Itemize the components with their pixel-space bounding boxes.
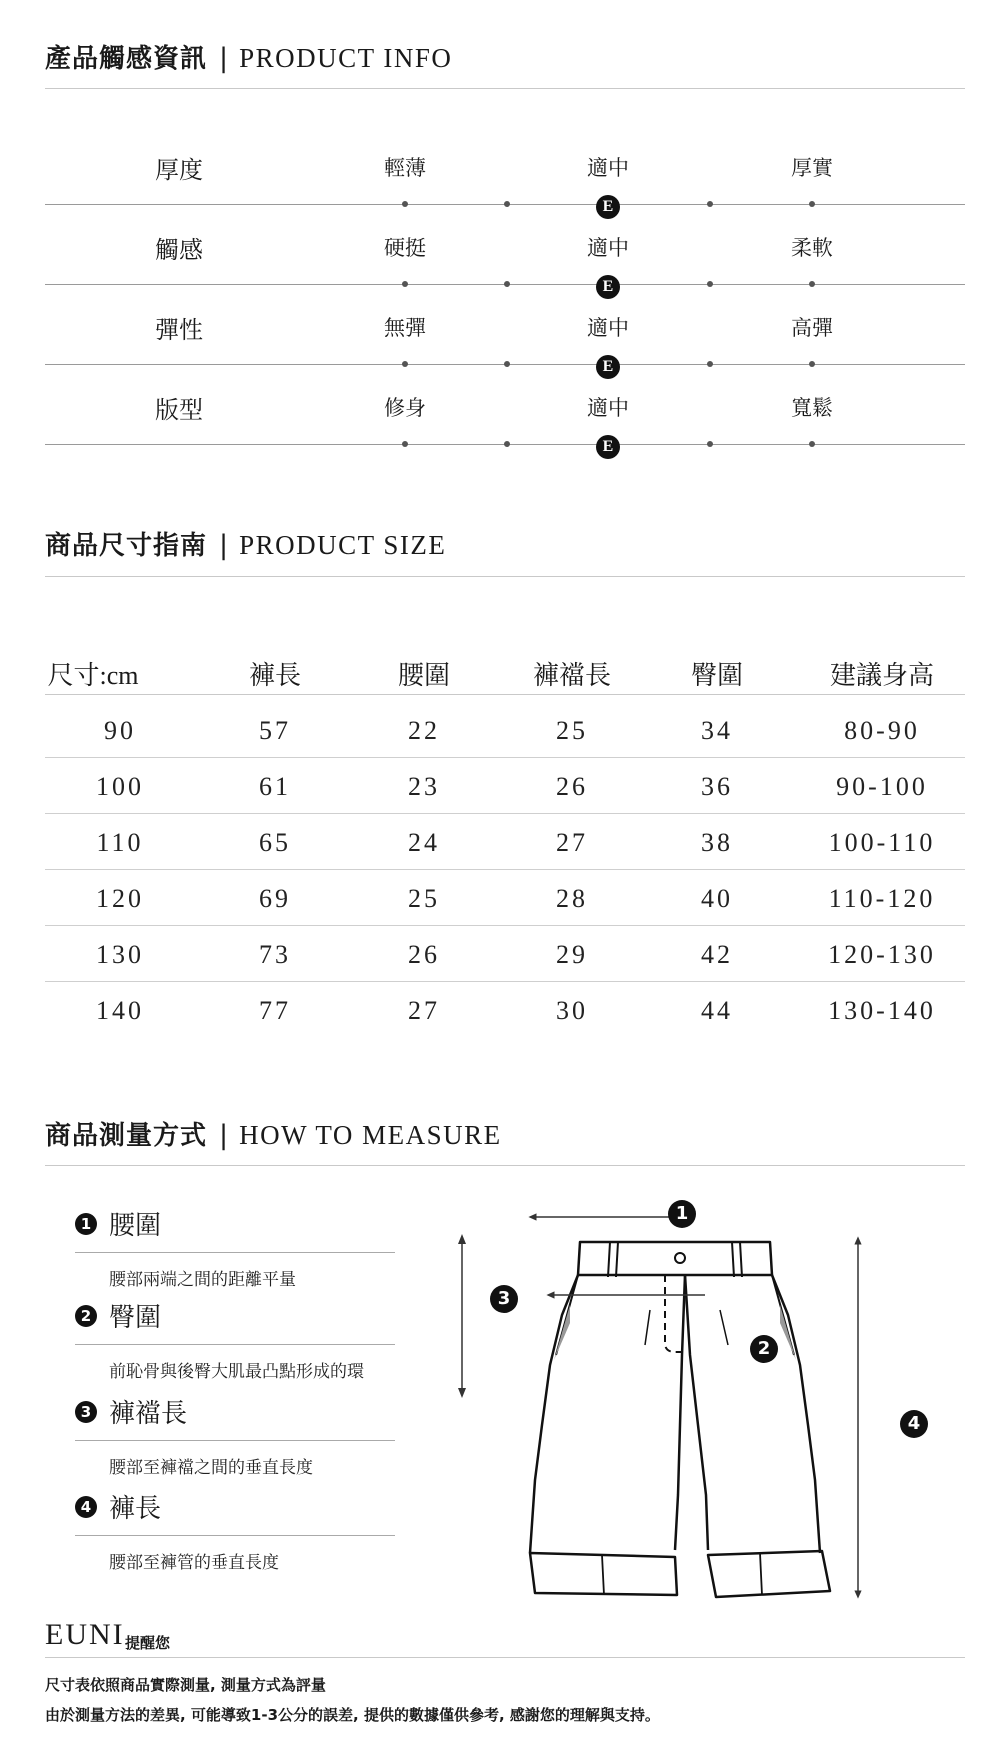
scale-dot [707,361,713,367]
table-cell: 25 [556,716,588,745]
table-cell: 30 [556,996,588,1025]
table-cell: 90-100 [836,772,928,801]
table-header-line [45,694,965,695]
table-cell: 80-90 [844,716,920,745]
selected-marker-icon: E [596,355,620,379]
table-cell: 130 [96,940,144,969]
table-row [45,758,965,814]
scale-dot [504,281,510,287]
table-cell: 140 [96,996,144,1025]
measure-item-length [75,1488,395,1573]
header-length: 褲長 [248,661,302,690]
number-2-icon: 2 [750,1335,778,1363]
info-option: 適中 [587,236,629,260]
measure-item-title: 褲長 [109,1494,162,1523]
header-hip: 臀圍 [690,661,744,690]
divider [75,1440,395,1441]
header-rise: 褲襠長 [532,661,612,690]
scale-dot [809,441,815,447]
table-row [45,814,965,870]
table-row [45,870,965,926]
scale-dot [402,201,408,207]
footer-note-1: 尺寸表依照商品實際測量, 測量方式為評量 [45,1676,326,1694]
info-option: 適中 [587,156,629,180]
table-cell: 26 [556,772,588,801]
table-cell: 38 [701,828,733,857]
measure-item-desc: 腰部至褲管的垂直長度 [109,1553,279,1573]
measure-item-hip [75,1297,395,1382]
table-cell: 36 [701,772,733,801]
table-cell: 34 [701,716,733,745]
info-option: 寬鬆 [791,396,833,420]
table-cell: 57 [259,716,291,745]
diagram-label-3 [490,1285,518,1313]
table-cell: 120-130 [828,940,936,969]
scale-dot [707,281,713,287]
footer-note-2: 由於測量方法的差異, 可能導致1-3公分的誤差, 提供的數據僅供參考, 感謝您的理解與支持。 [45,1706,660,1724]
diagram-label-1 [668,1200,696,1228]
number-3-icon: 3 [75,1401,97,1423]
table-cell: 73 [259,940,291,969]
title-separator: | [219,530,230,561]
section-divider [45,576,965,577]
product-info-title-en: PRODUCT INFO [239,43,453,73]
rise-arrow-extension [455,1230,470,1400]
measure-item-title: 褲襠長 [109,1399,188,1428]
remind-label: 提醒您 [125,1634,171,1652]
selected-marker-icon: E [596,435,620,459]
table-cell: 65 [259,828,291,857]
scale-dot [707,201,713,207]
measure-title-zh: 商品測量方式 [45,1121,208,1151]
section-divider [45,88,965,89]
number-1-icon: 1 [75,1213,97,1235]
table-cell: 27 [408,996,440,1025]
diagram-label-4 [900,1410,928,1438]
table-cell: 40 [701,884,733,913]
brand-logo: EUNI [45,1618,125,1651]
header-size: 尺寸:cm [47,661,139,690]
info-row [0,310,1000,390]
info-option: 硬挺 [384,236,426,260]
table-cell: 25 [408,884,440,913]
title-separator: | [219,43,230,74]
info-option: 柔軟 [791,236,833,260]
info-row-label: 版型 [155,396,203,424]
info-option: 無彈 [384,316,426,340]
scale-dot [402,441,408,447]
measure-item-desc: 前恥骨與後臀大肌最凸點形成的環 [109,1362,364,1382]
table-cell: 130-140 [828,996,936,1025]
scale-dot [402,281,408,287]
product-info-title-zh: 產品觸感資訊 [45,44,208,74]
info-option: 厚實 [791,156,833,180]
measure-title [45,1115,502,1152]
table-cell: 77 [259,996,291,1025]
table-cell: 44 [701,996,733,1025]
table-cell: 120 [96,884,144,913]
scale-dot [707,441,713,447]
table-cell: 69 [259,884,291,913]
table-cell: 28 [556,884,588,913]
measure-item-title: 腰圍 [109,1211,162,1240]
footer-divider [45,1657,965,1658]
info-row-label: 觸感 [155,236,203,264]
header-waist: 腰圍 [397,661,451,690]
table-row [45,982,965,1038]
scale-dot [504,201,510,207]
measure-item-desc: 腰部至褲襠之間的垂直長度 [109,1458,313,1478]
scale-dot [402,361,408,367]
table-cell: 100 [96,772,144,801]
info-option: 適中 [587,316,629,340]
selected-marker-icon: E [596,195,620,219]
table-cell: 100-110 [828,828,936,857]
table-cell: 90 [104,716,136,745]
info-option: 修身 [384,396,426,420]
title-separator: | [219,1120,230,1151]
info-row [0,230,1000,310]
section-divider [45,1165,965,1166]
measure-item-title: 臀圍 [109,1303,162,1332]
divider [75,1252,395,1253]
table-cell: 61 [259,772,291,801]
info-row [0,390,1000,470]
table-cell: 23 [408,772,440,801]
info-option: 高彈 [791,316,833,340]
number-4-icon: 4 [75,1496,97,1518]
divider [75,1344,395,1345]
button-icon [675,1253,685,1263]
table-cell: 29 [556,940,588,969]
info-option: 輕薄 [384,156,426,180]
diagram-label-2 [750,1335,778,1363]
table-cell: 27 [556,828,588,857]
measure-item-rise [75,1393,395,1478]
table-row [45,702,965,758]
header-height: 建議身高 [829,661,935,690]
selected-marker-icon: E [596,275,620,299]
info-row-label: 彈性 [155,316,203,344]
scale-dot [809,281,815,287]
table-cell: 42 [701,940,733,969]
table-cell: 110-120 [828,884,936,913]
info-option: 適中 [587,396,629,420]
measure-item-waist [75,1205,395,1290]
info-row-label: 厚度 [155,156,203,184]
number-1-icon: 1 [668,1200,696,1228]
divider [75,1535,395,1536]
scale-dot [809,361,815,367]
size-guide-title [45,525,446,562]
scale-dot [809,201,815,207]
number-2-icon: 2 [75,1305,97,1327]
table-cell: 110 [96,828,144,857]
measure-item-desc: 腰部兩端之間的距離平量 [109,1270,296,1290]
shorts-measurement-diagram [470,1195,920,1625]
size-guide-title-en: PRODUCT SIZE [239,530,447,560]
number-3-icon: 3 [490,1285,518,1313]
table-cell: 26 [408,940,440,969]
number-4-icon: 4 [900,1410,928,1438]
table-row [45,926,965,982]
scale-dot [504,361,510,367]
table-cell: 24 [408,828,440,857]
measure-title-en: HOW TO MEASURE [239,1120,502,1150]
table-cell: 22 [408,716,440,745]
scale-dot [504,441,510,447]
product-info-title [45,38,452,75]
size-guide-title-zh: 商品尺寸指南 [45,531,208,561]
info-row [0,150,1000,230]
